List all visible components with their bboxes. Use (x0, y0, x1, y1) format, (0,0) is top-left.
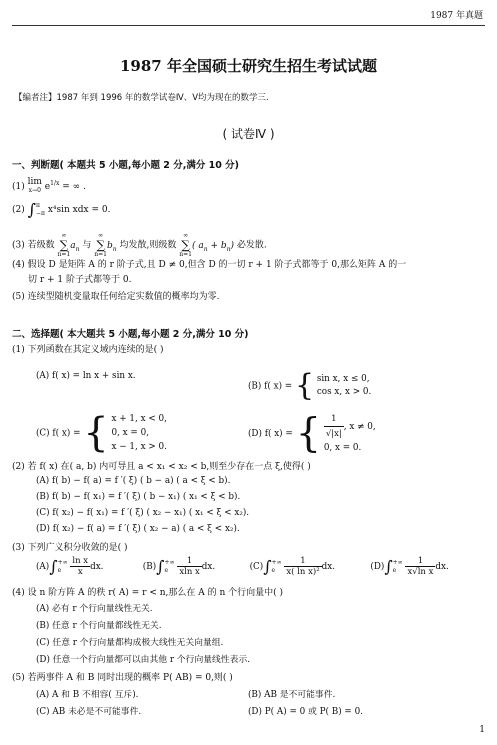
choice-q4-option-d: (D) 任意一个行向量都可以由其他 r 个行向量线性表示. (36, 655, 251, 665)
integral-sign: ∫ (27, 200, 36, 219)
choice-q4-stem: (4) 设 n 阶方阵 A 的秩 r( A) = r < n,那么在 A 的 n 个行向量中( ) (12, 588, 284, 598)
judgement-q2: (2) ∫π −π x⁴sin xdx = 0. (12, 200, 111, 219)
choice-q3-options (36, 556, 449, 577)
q-number: (4) (12, 260, 25, 270)
q3-text-d: 必发散. (236, 240, 267, 251)
paper-label: ( 试卷Ⅳ ) (222, 127, 275, 141)
running-header: 1987 年真题 (430, 11, 483, 21)
choice-q3-option-a: (A)∫+∞ e $\frac{\text{ln x}}{x}$ dx. (36, 556, 104, 577)
case-row: sin x, x ≤ 0, (316, 374, 370, 384)
choice-q1-stem: (1) 下列函数在其定义域内连续的是( ) (12, 345, 164, 355)
case-row: x − 1, x > 0. (111, 442, 167, 452)
q3-text-b: 与 (82, 240, 92, 251)
choice-q4-option-a: (A) 必有 r 个行向量线性无关. (36, 604, 153, 614)
q4-line1: 假设 D 是矩阵 A 的 r 阶子式,且 D ≠ 0,但含 D 的一切 r + 1 阶子式都等于 0,那么矩阵 A 的一 (27, 260, 407, 270)
judgement-q4 (12, 257, 406, 270)
choice-q2-stem: (2) 若 f( x) 在( a, b) 内可导且 a < x₁ < x₂ < b,则至少存在一点 ξ,使得( ) (12, 462, 311, 472)
q5-text: 连续型随机变量取任何给定实数值的概率均为零. (27, 292, 220, 302)
option-label: (D) f( x) = (248, 429, 293, 439)
page-title: 1987 年全国硕士研究生招生考试试题 (120, 57, 377, 75)
choice-q1-option-c (36, 412, 167, 454)
fraction: $\frac{1}{√|x|}$ (325, 414, 342, 439)
choice-q2-option-c: (C) f( x₂) − f( x₁) = f ′( ξ) ( x₂ − x₁) ( x₁ < ξ < x₂). (36, 508, 250, 518)
choice-q5-option-b: (B) AB 是不可能事件. (248, 690, 336, 700)
choice-q3-option-b: (B)∫+∞ e $\frac{1}{\text{xln x}}$ dx. (142, 556, 216, 577)
option-label: (C) f( x) = (36, 428, 81, 439)
brace: { (83, 410, 109, 456)
q-number: (2) (12, 205, 25, 215)
choice-q5-option-d: (D) P( A) = 0 或 P( B) = 0. (248, 707, 363, 717)
choice-q3-option-d: (D)∫+∞ e $\frac{1}{\text{x√ln x}}$ dx. (370, 556, 449, 577)
choice-q3-option-c: (C)∫+∞ e $\frac{1}{\text{x( ln x)²}}$ dx. (249, 556, 335, 577)
choice-q5-option-a: (A) A 和 B 不相容( 互斥). (36, 690, 139, 700)
page-number: 1 (479, 725, 485, 735)
choice-q2-option-b: (B) f( b) − f( x₁) = f ′( ξ) ( b − x₁) ( x₁ < ξ < b). (36, 492, 241, 502)
judgement-q5 (12, 289, 220, 302)
case-row: 0, x = 0. (323, 443, 362, 453)
editor-note-text: 1987 年到 1996 年的数学试卷Ⅳ、Ⅴ均为现在的数学三. (56, 93, 269, 103)
q-number: (1) (12, 182, 25, 192)
case-row: x + 1, x < 0, (111, 414, 167, 424)
q-number: (3) (12, 240, 25, 251)
judgement-q4-cont: 切 r + 1 阶子式都等于 0. (28, 275, 132, 285)
choice-q5-option-c: (C) AB 未必是不可能事件. (36, 707, 142, 717)
choice-q4-option-b: (B) 任意 r 个行向量都线性无关. (36, 621, 162, 631)
q-number: (5) (12, 292, 25, 302)
brace: { (295, 410, 322, 457)
choice-q5-stem: (5) 若两事件 A 和 B 同时出现的概率 P( AB) = 0,则( ) (12, 673, 233, 683)
case-row: , x ≠ 0, (343, 422, 376, 432)
header-rule (12, 25, 485, 26)
q1-tail: = ∞ . (62, 182, 86, 192)
case-row: cos x, x > 0. (316, 387, 372, 397)
limit-expression: lim x→0 (27, 177, 42, 194)
editor-note (14, 91, 269, 103)
option-label: (B) f( x) = (248, 381, 293, 392)
choice-q1-option-a: (A) f( x) = ln x + sin x. (36, 371, 136, 381)
section-heading-judgement: 一、判断题( 本题共 5 小题,每小题 2 分,满分 10 分) (12, 160, 239, 171)
section-heading-choice: 二、选择题( 本大题共 5 小题,每小题 2 分,满分 10 分) (12, 329, 249, 340)
choice-q1-option-d (248, 412, 376, 455)
choice-q1-option-b (248, 368, 372, 403)
case-row: 0, x = 0, (111, 428, 149, 438)
choice-q4-option-c: (C) 任意 r 个行向量都构成极大线性无关向量组. (36, 638, 224, 648)
choice-q3-stem: (3) 下列广义积分收敛的是( ) (12, 543, 128, 553)
q2-tail: x⁴sin xdx = 0. (47, 205, 111, 215)
q3-text-a: 若级数 (27, 240, 55, 251)
choice-q2-option-d: (D) f( x₂) − f( a) = f ′( ξ) ( x₂ − a) ( a < ξ < x₂). (36, 524, 240, 534)
q3-text-c: 均发散,则级数 (119, 240, 177, 251)
choice-q2-option-a: (A) f( b) − f( a) = f ′( ξ) ( b − a) ( a < ξ < b). (36, 476, 231, 486)
judgement-q1: (1) lim x→0 $e^{1/x}$ = ∞ . (12, 177, 86, 194)
editor-note-tag: 【编者注】 (14, 93, 57, 103)
judgement-q3: (3) 若级数 ∞ ∑ $n=1a_n$ 与 ∞ ∑ $n=1b_n$ 均发散,则级数 ∞ ∑ n=1( $a_n + b_n$) 必发散. (12, 232, 267, 258)
brace: { (294, 368, 315, 403)
